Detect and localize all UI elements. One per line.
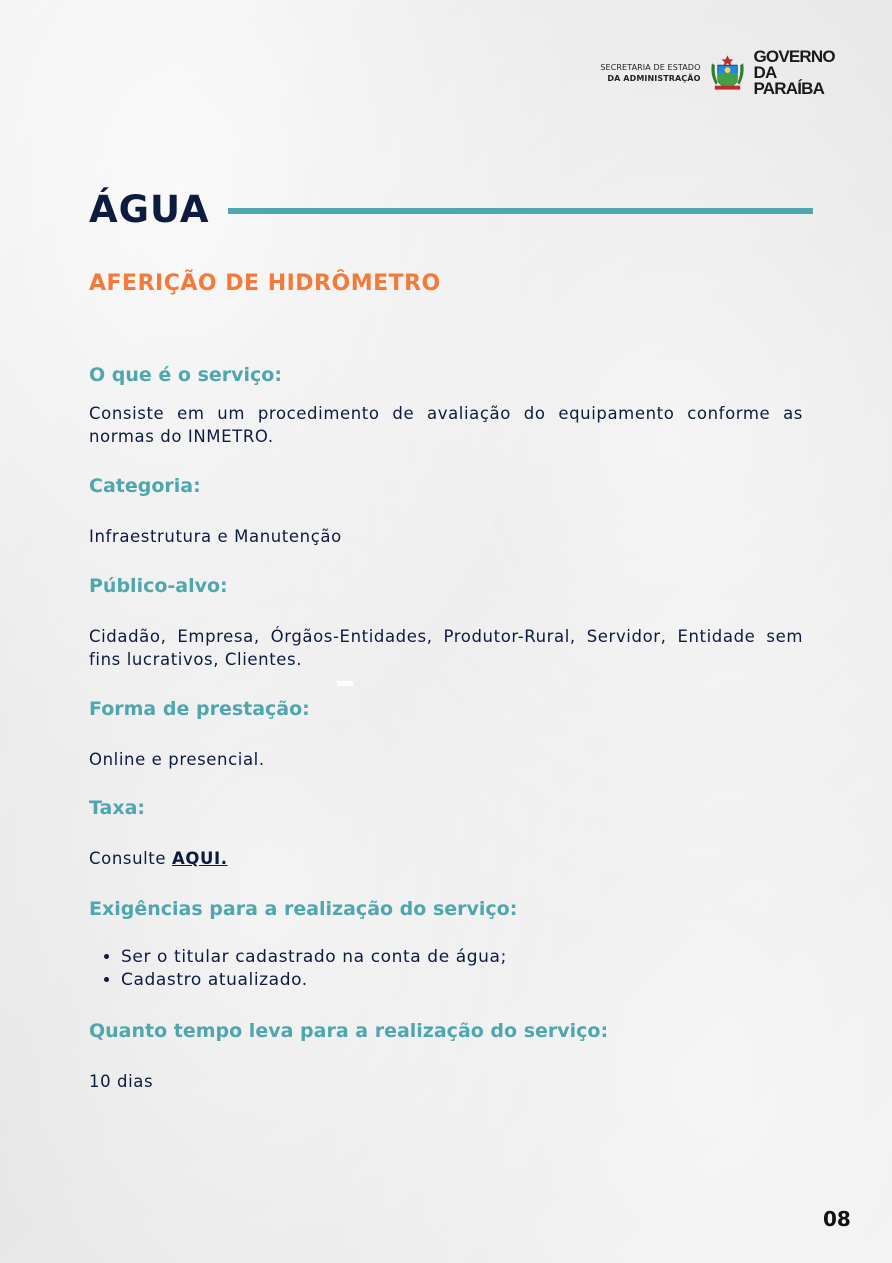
- heading-fee: Taxa:: [89, 797, 146, 819]
- heading-duration: Quanto tempo leva para a realização do serviço:: [89, 1020, 609, 1042]
- list-item: • Ser o titular cadastrado na conta de água;: [121, 946, 507, 969]
- secretaria-label: [598, 62, 700, 84]
- title-row: [89, 188, 813, 231]
- text-audience: Cidadão, Empresa, Órgãos-Entidades, Produtor-Rural, Servidor, Entidade sem fins lucrativos, Clientes.: [89, 627, 803, 669]
- title-divider: [228, 208, 813, 214]
- page-title: ÁGUA: [89, 188, 210, 231]
- text-category: Infraestrutura e Manutenção: [89, 527, 342, 546]
- fee-link[interactable]: AQUI.: [171, 849, 228, 868]
- text-delivery: Online e presencial.: [89, 750, 265, 769]
- heading-audience: Público-alvo:: [89, 575, 228, 597]
- text-fee: [89, 847, 803, 870]
- heading-delivery: Forma de prestação:: [89, 698, 310, 720]
- heading-what: O que é o serviço:: [89, 364, 282, 386]
- gov-line-1: GOVERNO: [753, 46, 835, 66]
- secretaria-line-1: SECRETARIA DE ESTADO: [600, 62, 701, 72]
- requirements-list: [89, 946, 507, 992]
- text-what: Consiste em um procedimento de avaliação do equipamento conforme as normas do INMETRO.: [89, 404, 803, 446]
- secretaria-line-2: DA ADMINISTRAÇÃO: [607, 73, 701, 83]
- governo-paraiba-wordmark: [753, 46, 849, 98]
- decorative-speck: [337, 681, 353, 686]
- heading-requirements: Exigências para a realização do serviço:: [89, 898, 518, 920]
- gov-line-2: DA PARAÍBA: [753, 62, 825, 98]
- service-title: AFERIÇÃO DE HIDRÔMETRO: [89, 271, 441, 296]
- heading-category: Categoria:: [89, 475, 201, 497]
- list-item: • Cadastro atualizado.: [121, 969, 507, 992]
- paraiba-coat-of-arms-icon: [708, 53, 747, 93]
- page-number: 08: [823, 1207, 851, 1231]
- header-logo: [598, 46, 848, 98]
- text-duration: 10 dias: [89, 1072, 154, 1091]
- fee-prefix: Consulte: [89, 849, 172, 868]
